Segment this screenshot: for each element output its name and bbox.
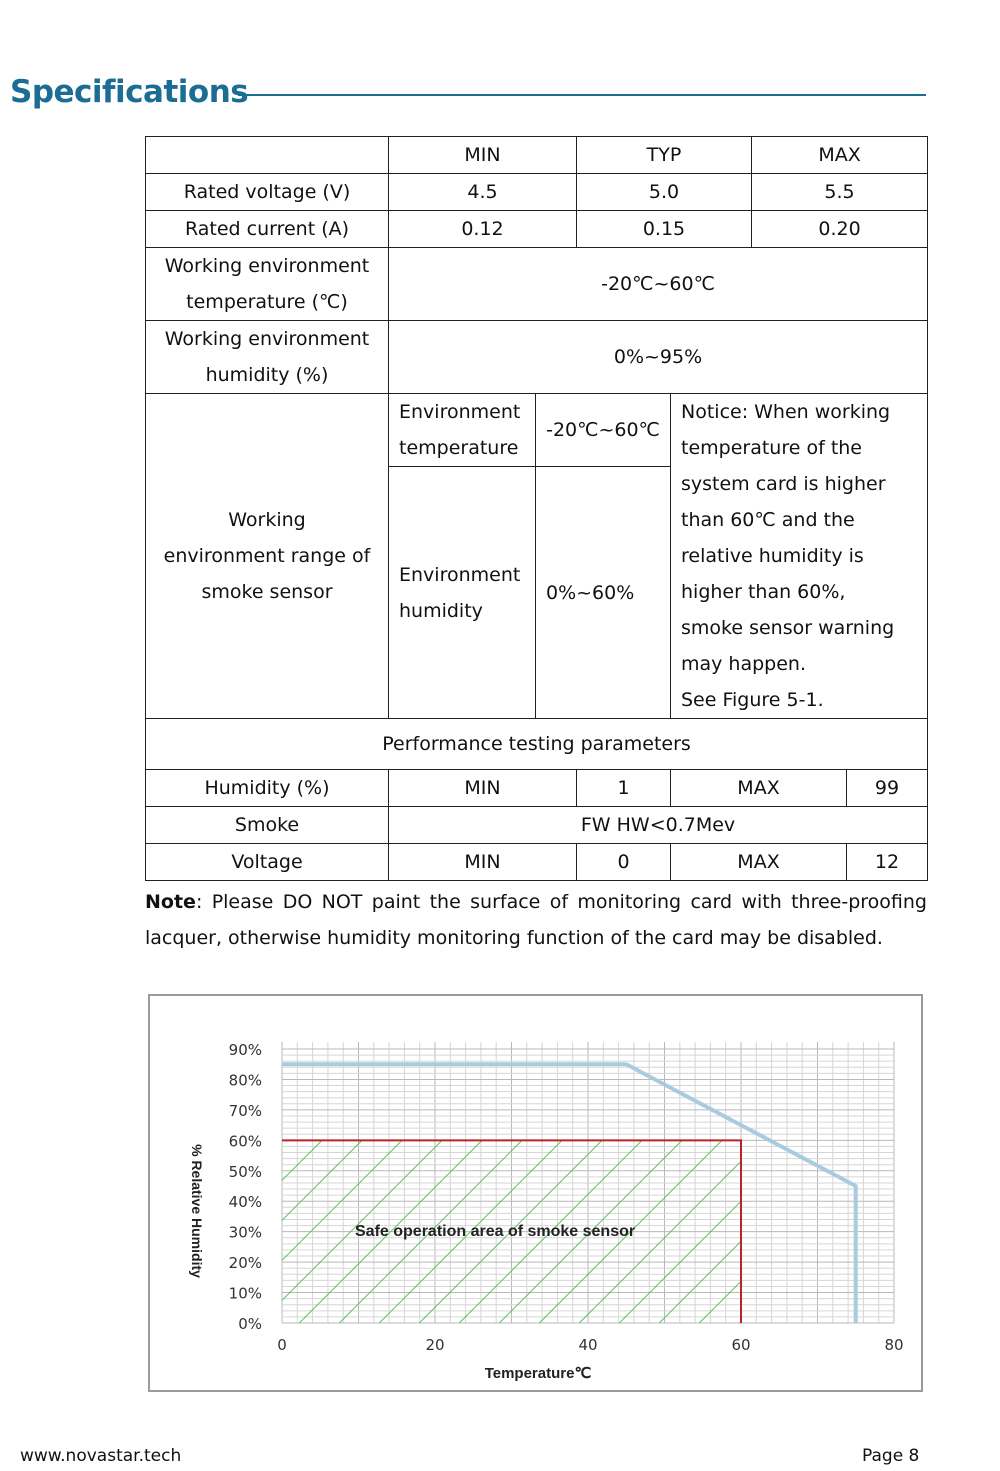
perf-humidity-max-label: MAX: [671, 770, 847, 807]
perf-voltage-min: 0: [577, 844, 671, 881]
hatch-line: [699, 1093, 921, 1323]
x-axis-label: Temperature℃: [484, 1365, 592, 1382]
table-row: [146, 770, 928, 807]
footer-page: Page 8: [862, 1446, 920, 1466]
table-row: [146, 174, 928, 211]
smoke-range-label-line3: smoke sensor: [201, 581, 333, 603]
smoke-range-label-line1: Working: [228, 509, 306, 531]
y-tick-label: 10%: [228, 1284, 262, 1303]
perf-voltage-min-label: MIN: [389, 844, 577, 881]
env-temp-value: -20℃~60℃: [536, 394, 671, 467]
performance-title: Performance testing parameters: [146, 719, 928, 770]
y-tick-label: 70%: [228, 1101, 262, 1120]
hatch-line: [819, 1093, 921, 1323]
footer-website: www.novastar.tech: [20, 1446, 182, 1466]
notice-line: See Figure 5-1.: [681, 689, 824, 711]
header-min: MIN: [389, 137, 577, 174]
table-row: [146, 807, 928, 844]
y-tick-label: 30%: [228, 1223, 262, 1242]
perf-smoke-value: FW HW<0.7Mev: [389, 807, 928, 844]
table-row: [146, 248, 928, 321]
perf-voltage-max: 12: [847, 844, 928, 881]
chart-series: [282, 1064, 856, 1323]
rated-voltage-label: Rated voltage (V): [146, 174, 389, 211]
notice-line: system card is higher: [681, 473, 886, 495]
hatch-line: [859, 1093, 921, 1323]
rated-voltage-max: 5.5: [752, 174, 928, 211]
hatch-line: [779, 1093, 921, 1323]
x-tick-label: 20: [425, 1336, 445, 1354]
env-temp-label: [389, 394, 536, 467]
rated-current-typ: 0.15: [577, 211, 752, 248]
notice-line: temperature of the: [681, 437, 863, 459]
work-humidity-label-line1: Working environment: [164, 328, 370, 350]
env-humidity-value: 0%~60%: [536, 467, 671, 719]
work-temp-label: [146, 248, 389, 321]
perf-voltage-max-label: MAX: [671, 844, 847, 881]
smoke-notice: [671, 394, 928, 719]
y-tick-label: 0%: [238, 1315, 262, 1333]
rated-current-min: 0.12: [389, 211, 577, 248]
work-temp-value: -20℃~60℃: [389, 248, 928, 321]
y-tick-label: 90%: [228, 1041, 262, 1059]
perf-humidity-max: 99: [847, 770, 928, 807]
note-paragraph: [145, 884, 927, 956]
spec-table: [145, 136, 928, 881]
x-tick-label: 80: [884, 1336, 904, 1354]
y-tick-label: 50%: [228, 1162, 262, 1181]
work-temp-label-line2: temperature (℃): [186, 291, 348, 313]
table-row: [146, 844, 928, 881]
notice-line: higher than 60%,: [681, 581, 846, 603]
chart-grid: [282, 1042, 894, 1323]
header-empty: [146, 137, 389, 174]
rated-current-max: 0.20: [752, 211, 928, 248]
work-humidity-label-line2: humidity (%): [205, 364, 329, 386]
chart-frame: [148, 994, 923, 1392]
env-humidity-label-line2: humidity: [399, 599, 483, 622]
x-tick-label: 40: [578, 1336, 598, 1354]
env-humidity-label-line1: Environment: [399, 563, 521, 586]
perf-smoke-label: Smoke: [146, 807, 389, 844]
smoke-range-label-line2: environment range of: [163, 545, 371, 567]
y-tick-label: 40%: [228, 1193, 262, 1212]
table-row: [146, 719, 928, 770]
x-tick-label: 60: [731, 1336, 751, 1354]
section-heading: Specifications: [10, 74, 249, 110]
table-header-row: [146, 137, 928, 174]
boundary-line: [282, 1064, 856, 1323]
rated-voltage-typ: 5.0: [577, 174, 752, 211]
perf-humidity-min-label: MIN: [389, 770, 577, 807]
rated-voltage-min: 4.5: [389, 174, 577, 211]
env-temp-label-line1: Environment: [399, 401, 521, 423]
table-row: [146, 394, 928, 467]
notice-line: Notice: When working: [681, 401, 891, 423]
heading-rule: [238, 94, 926, 96]
perf-voltage-label: Voltage: [146, 844, 389, 881]
note-bold: Note: [145, 891, 196, 913]
y-tick-label: 80%: [228, 1071, 262, 1090]
x-tick-label: 0: [277, 1336, 287, 1354]
smoke-range-label: [146, 394, 389, 719]
notice-line: relative humidity is: [681, 545, 864, 567]
y-axis-label: % Relative Humidity: [189, 1144, 205, 1278]
perf-humidity-min: 1: [577, 770, 671, 807]
env-temp-label-line2: temperature: [399, 437, 519, 459]
header-max: MAX: [752, 137, 928, 174]
safe-area-label: Safe operation area of smoke sensor: [355, 1223, 636, 1240]
notice-line: may happen.: [681, 653, 807, 675]
perf-humidity-label: Humidity (%): [146, 770, 389, 807]
table-row: [146, 211, 928, 248]
work-humidity-label: [146, 321, 389, 394]
env-humidity-label: [389, 467, 536, 719]
rated-current-label: Rated current (A): [146, 211, 389, 248]
hatch-line: [899, 1093, 921, 1323]
notice-line: smoke sensor warning: [681, 617, 895, 639]
notice-line: than 60℃ and the: [681, 509, 855, 531]
humidity-temperature-chart: [150, 996, 921, 1390]
y-tick-label: 20%: [228, 1254, 262, 1273]
work-temp-label-line1: Working environment: [164, 255, 370, 277]
work-humidity-value: 0%~95%: [389, 321, 928, 394]
note-text: : Please DO NOT paint the surface of monitoring card with three-proofing lacquer, otherwise humidity monitoring function of the card may be disabled.: [145, 891, 927, 949]
safe-area-hatch: [150, 1093, 921, 1323]
table-row: [146, 321, 928, 394]
y-tick-label: 60%: [228, 1132, 262, 1151]
header-typ: TYP: [577, 137, 752, 174]
